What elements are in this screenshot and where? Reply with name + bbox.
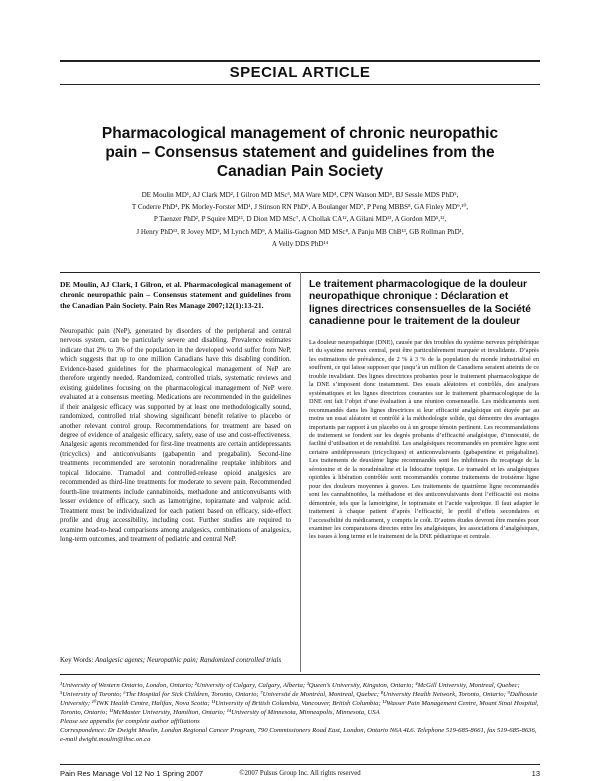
- column-divider: [300, 272, 301, 672]
- abstract-bottom-rule: [60, 674, 540, 675]
- keywords-label: Key Words:: [60, 656, 94, 664]
- title-line: pain – Consensus statement and guidelines from the: [105, 144, 495, 161]
- title-line: Pharmacological management of chronic neuropathic: [101, 125, 499, 142]
- keywords: [60, 656, 291, 666]
- abstract-french: La douleur neuropathique (DNE), causée par des troubles du système nerveux périphérique et du système nerveux central, peut être particulièrement marquée et invalidante. D’après les estimations de prévalence, de 2 % à 3 % de la population du monde industrialisé en souffrent, ce qui laisse supposer que jusqu’à un million de Canadiens seraient atteints de ce trouble invalidant. Des lignes directrices probantes pour le traitement pharmacologique de la DNE s’imposent donc instamment. Des essais aléatoires et contrôlés, des analyses systématiques et les lignes directrices courantes sur le traitement pharmacologique de la DNE ont fait l’objet d’une évaluation à une réunion consensuelle. Les médicaments sont recommandés dans les lignes directrices si leur efficacité analgésique est étayée par au moins un essai aléatoire et contrôlé à la méthodologie solide, qui démontre des avantages importants par rapport à un placebo ou à un groupe témoin pertinent. Les recommandations de traitement se fondent sur les degrés probants d’efficacité analgésique, d’innocuité, de facilité d’utilisation et de rentabilité. Les analgésiques recommandés en première ligne sont certains antidépresseurs (tricycliques) et anticonvulsivants (gabapentine et prégabaline). Les traitements de deuxième ligne recommandés sont les inhibiteurs du recaptage de la sérotonine et de la noradrénaline et la lidocaïne topique. Le tramadol et les analgésiques opioïdes à libération contrôlée sont recommandés comme traitements de troisième ligne pour des douleurs moyennes à graves. Les traitements de quatrième ligne recommandés sont les cannabinoïdes, la méthadone et des anticonvulsivants dont l’efficacité est moins démontrée, tels que la lamotrigine, le topiramate et l’acide valproïque. Il faut adapter le traitement à chaque patient d’après l’efficacité, le profil d’effets secondaires et l’accessibilité du médicament, y compris le coût. D’autres études devront être menées pour examiner les comparaisons directes entre les analgésiques, les associations d’analgésiques, les issues à long terme et le traitement de la DNE pédiatrique et centrale.: [309, 339, 539, 541]
- title-line: Canadian Pain Society: [216, 163, 384, 180]
- author-line: J Henry PhD¹³, R Jovey MD⁵, M Lynch MD⁹, A Mailis-Gagnon MD MSc⁸, A Panju MB ChB¹³, GB Rollman PhD¹,: [136, 227, 464, 236]
- correspondence: Correspondence: Dr Dwight Moulin, London Regional Cancer Program, 790 Commissioners Road East, London, Ontario N6A 4L6. Telephone 519-685-8661, fax 519-685-8636, e-mail dwight.moulin@lhsc.on.ca: [60, 727, 537, 743]
- author-line: A Velly DDS PhD¹⁴: [271, 239, 329, 248]
- citation: DE Moulin, AJ Clark, I Gilron, et al. Pharmacological management of chronic neuropathic pain – Consensus statement and guidelines from the Canadian Pain Society. Pain Res Manage 2007;12(1):13-21.: [60, 280, 291, 310]
- journal-footer: Pain Res Manage Vol 12 No 1 Spring 2007: [60, 769, 204, 778]
- french-title: Le traitement pharmacologique de la douleur neuropathique chronique : Déclaration et lignes directrices consensuelles de la Société canadienne pour le traitement de la douleur: [309, 279, 531, 327]
- author-line: P Taenzer PhD², P Squire MD¹¹, D Dion MD MSc⁷, A Chollak CA¹², A Gilani MD¹³, A Gordon MD⁵,¹²,: [153, 215, 447, 224]
- affiliations-block: [60, 681, 540, 744]
- keywords-text: Analgesic agents; Neuropathic pain; Randomized controlled trials: [95, 656, 282, 664]
- copyright: ©2007 Pulsus Group Inc. All rights reserved: [239, 770, 361, 777]
- page-number: 13: [531, 769, 540, 778]
- section-label: SPECIAL ARTICLE: [229, 64, 371, 81]
- article-title: [60, 124, 540, 181]
- coauthors-note: Please see appendix for complete author affiliations: [60, 718, 200, 725]
- footer-rule: [60, 764, 540, 765]
- affiliations: ¹University of Western Ontario, London, Ontario; ²University of Calgary, Calgary, Alberta; ³Queen’s University, Kingston, Ontario; ⁴McGill University, Montreal, Quebec; ⁵University of Toronto; ⁶The Hospital for Sick Children, Toronto, Ontario; ⁷Université de Montréal, Montreal, Quebec; ⁸University Health Network, Toronto, Ontario; ⁹Dalhousie University; ¹⁰IWK Health Centre, Halifax, Nova Scotia; ¹¹University of British Columbia, Vancouver, British Columbia; ¹²Wasser Pain Management Centre, Mount Sinai Hospital, Toronto, Ontario; ¹³McMaster University, Hamilton, Ontario; ¹⁴University of Minnesota, Minneapolis, Minnesota, USA: [60, 682, 539, 716]
- top-rule: [60, 60, 540, 62]
- section-rule: [60, 84, 540, 85]
- author-list: [70, 189, 530, 250]
- author-line: T Coderre PhD⁴, PK Morley-Forster MD¹, J Stinson RN PhD⁶, A Boulanger MD⁷, P Peng MBBS⁸, GA Finley MD⁹,¹⁰,: [131, 203, 469, 212]
- author-line: DE Moulin MD¹, AJ Clark MD², I Gilron MD MSc³, MA Ware MD⁴, CPN Watson MD⁵, BJ Sessle MDS PhD⁵,: [141, 191, 459, 199]
- abstract-english: Neuropathic pain (NeP), generated by disorders of the peripheral and central nervous system, can be particularly severe and disabling. Prevalence estimates indicate that 2% to 3% of the population in the developed world suffer from NeP, which suggests that up to one million Canadians have this disabling condition. Evidence-based guidelines for the pharmacological management of NeP are therefore urgently needed. Randomized, controlled trials, systematic reviews and existing guidelines focusing on the pharmacological management of NeP were evaluated at a consensus meeting. Medications are recommended in the guidelines if their analgesic efficacy was supported by at least one methodologically sound, randomized, controlled trial showing significant benefit relative to placebo or another relevant control group. Recommendations for treatment are based on degree of evidence of analgesic efficacy, safety, ease of use and cost-effectiveness. Analgesic agents recommended for first-line treatments are certain antidepressants (tricyclics) and anticonvulsants (gabapentin and pregabalin). Second-line treatments recommended are serotonin noradrenaline reuptake inhibitors and topical lidocaine. Tramadol and controlled-release opioid analgesics are recommended as third-line treatments for moderate to severe pain. Recommended fourth-line treatments include cannabinoids, methadone and anticonvulsants with lesser evidence of efficacy, such as lamotrigine, topiramate and valproic acid. Treatment must be individualized for each patient based on efficacy, side-effect profile and drug accessibility, including cost. Further studies are required to examine head-to-head comparisons among analgesics, combinations of analgesics, long-term outcomes, and treatment of pediatric and central NeP.: [60, 328, 291, 543]
